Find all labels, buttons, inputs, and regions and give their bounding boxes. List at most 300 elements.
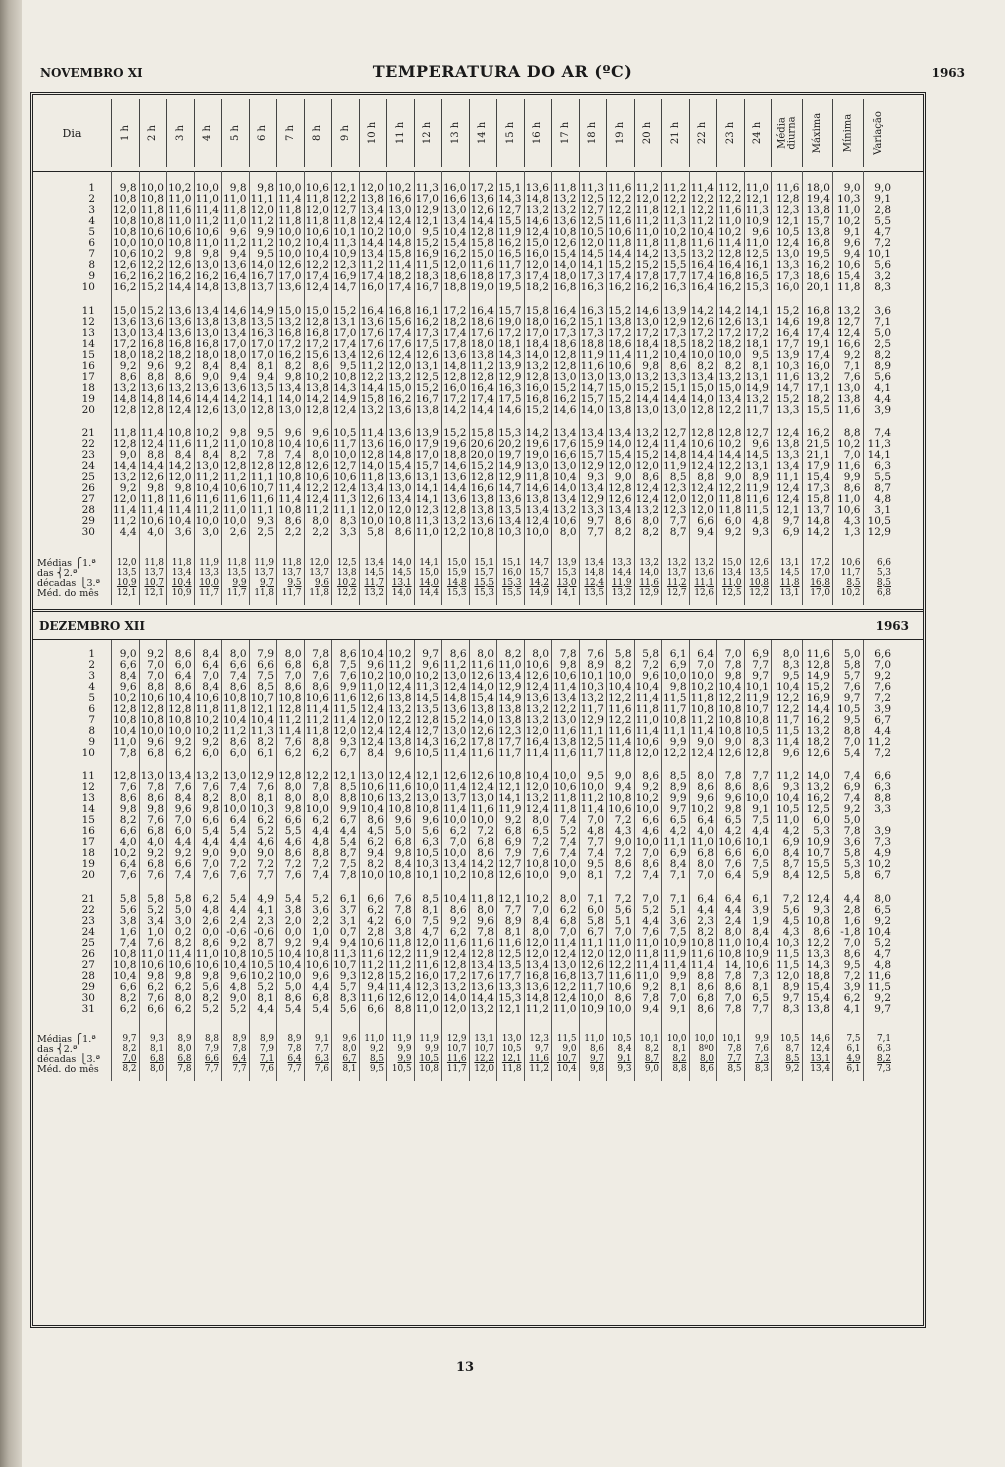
cell-value: 17,2	[470, 182, 494, 194]
cell-value: 7,4	[229, 669, 247, 682]
cell-value: 10,1	[333, 226, 357, 239]
cell-value: 10,0	[745, 792, 769, 805]
cell-value: 7,0	[843, 449, 861, 462]
cell-value: 7,8	[724, 969, 742, 982]
cell-value: 6,2	[559, 903, 577, 916]
column-rule	[863, 640, 864, 1082]
cell-value: 10,8	[388, 803, 412, 816]
means-value: 11,6	[529, 1054, 549, 1065]
cell-value: 11,6	[168, 493, 192, 506]
means-value: 12,2	[336, 587, 357, 598]
cell-value: 7,0	[614, 925, 632, 938]
cell-value: 15,7	[806, 215, 830, 228]
cell-value: 15,2	[635, 259, 659, 272]
cell-value: 12,2	[305, 770, 329, 782]
row-day: 20	[81, 403, 95, 416]
cell-value: 14,1	[867, 449, 891, 462]
cell-value: 4,4	[843, 892, 861, 905]
cell-value: 9,0	[614, 770, 632, 782]
cell-value: 6,2	[367, 903, 384, 916]
cell-value: 6,9	[669, 658, 687, 671]
means-value: 11,7	[840, 567, 861, 578]
cell-value: 10,2	[278, 237, 302, 250]
cell-value: 14,6	[498, 403, 522, 416]
cell-value: 4,5	[367, 825, 384, 838]
cell-value: 18,8	[806, 969, 830, 982]
cell-value: 8,0	[229, 792, 247, 805]
cell-value: 12,5	[580, 215, 604, 228]
means-value: 10,6	[840, 557, 861, 568]
cell-value: 5,0	[843, 814, 861, 827]
cell-value: 13,2	[635, 504, 659, 517]
cell-value: 9,4	[614, 781, 632, 794]
cell-value: 12,8	[690, 403, 714, 416]
cell-value: 17,3	[776, 270, 800, 283]
means-value: 7,7	[287, 1064, 302, 1075]
means-value: 10,2	[840, 587, 861, 598]
cell-value: 9,1	[874, 193, 891, 206]
column-rule	[744, 640, 745, 1082]
cell-value: 13,0	[443, 724, 467, 737]
cell-value: 10,7	[333, 958, 357, 971]
row-day: 9	[88, 735, 95, 748]
cell-value: 13,6	[443, 471, 467, 484]
cell-value: 10,0	[140, 724, 164, 737]
row-day: 29	[81, 980, 95, 993]
cell-value: 12,3	[333, 259, 357, 272]
cell-value: 13,0	[443, 204, 467, 217]
cell-value: 10,4	[776, 792, 800, 805]
cell-value: 15,2	[608, 392, 632, 405]
cell-value: 13,5	[415, 702, 439, 715]
cell-value: 13,8	[806, 1003, 830, 1015]
cell-value: 8,8	[339, 792, 357, 805]
cell-value: 12,4	[837, 326, 861, 339]
cell-value: 8,8	[874, 792, 891, 805]
cell-value: 9,2	[843, 803, 861, 816]
cell-value: 5,2	[202, 1003, 219, 1015]
cell-value: 11,4	[113, 504, 137, 517]
cell-value: 13,4	[553, 493, 577, 506]
cell-value: 9,8	[147, 482, 164, 495]
row-day: 8	[88, 259, 95, 272]
cell-value: 14,0	[470, 680, 494, 693]
cell-value: 11,0	[776, 814, 800, 827]
cell-value: 13,9	[498, 359, 522, 372]
cell-value: 6,5	[724, 814, 742, 827]
cell-value: 15,0	[278, 304, 302, 317]
cell-value: 9,0	[614, 836, 632, 849]
cell-value: 7,4	[843, 770, 861, 782]
cell-value: 16,9	[806, 691, 830, 704]
cell-value: 7,1	[843, 359, 861, 372]
cell-value: 10,6	[608, 803, 632, 816]
cell-value: 7,4	[119, 936, 137, 949]
cell-value: 7,2	[874, 691, 891, 704]
cell-value: 9,6	[229, 226, 247, 239]
cell-value: 6,8	[147, 858, 164, 871]
cell-value: 14,0	[553, 259, 577, 272]
cell-value: 3,9	[874, 403, 891, 416]
cell-value: 19,5	[806, 248, 830, 261]
cell-value: 3,6	[312, 903, 329, 916]
cell-value: 9,4	[229, 248, 247, 261]
cell-value: 4,4	[119, 526, 137, 539]
cell-value: 18,4	[635, 337, 659, 350]
cell-value: 13,4	[360, 482, 384, 495]
means-value: 9,3	[617, 1064, 632, 1075]
cell-value: 11,9	[745, 691, 769, 704]
cell-value: 6,7	[874, 713, 891, 726]
cell-value: 14,4	[140, 460, 164, 473]
cell-value: 10,8	[498, 770, 522, 782]
cell-value: 5,0	[284, 980, 302, 993]
cell-value: 12,4	[553, 991, 577, 1004]
cell-value: 10,0	[580, 991, 604, 1004]
cell-value: 6,7	[874, 869, 891, 882]
cell-value: 17,2	[305, 337, 329, 350]
cell-value: 6,8	[147, 825, 164, 838]
cell-value: 7,7	[587, 836, 604, 849]
cell-value: 9,8	[257, 182, 274, 194]
cell-value: 8,2	[614, 526, 632, 539]
cell-value: 14,4	[635, 392, 659, 405]
column-header-label: 14 h	[477, 121, 489, 145]
cell-value: 14,1	[415, 482, 439, 495]
cell-value: 7,7	[669, 515, 687, 528]
cell-value: 12,0	[690, 493, 714, 506]
cell-value: 10,4	[278, 958, 302, 971]
cell-value: 7,5	[752, 858, 769, 871]
cell-value: 13,8	[470, 348, 494, 361]
means-label: das ⎨2.ª	[37, 567, 78, 579]
cell-value: 19,5	[498, 281, 522, 294]
column-header-label: 15 h	[504, 121, 516, 145]
cell-value: 10,8	[168, 427, 192, 439]
means-value: 7,1	[260, 1054, 274, 1065]
column-rule	[331, 171, 332, 605]
cell-value: 6,6	[119, 658, 137, 671]
cell-value: 12,4	[360, 215, 384, 228]
cell-value: 16,2	[168, 270, 192, 283]
cell-value: 18,6	[608, 337, 632, 350]
cell-value: 7,0	[724, 991, 742, 1004]
cell-value: 6,2	[449, 925, 467, 938]
cell-value: 12,0	[690, 504, 714, 517]
cell-value: 9,6	[367, 658, 384, 671]
cell-value: 10,6	[168, 958, 192, 971]
cell-value: 11,8	[113, 427, 137, 439]
means-value: 8,2	[645, 1044, 659, 1055]
cell-value: 11,7	[580, 746, 604, 759]
cell-value: 13,8	[305, 381, 329, 394]
cell-value: 11,8	[278, 204, 302, 217]
cell-value: 5,8	[614, 647, 632, 660]
cell-value: 17,4	[443, 326, 467, 339]
cell-value: 3,9	[752, 903, 769, 916]
cell-value: 7,0	[697, 869, 714, 882]
means-value: 6,3	[315, 1054, 329, 1065]
cell-value: 14,4	[718, 449, 742, 462]
cell-value: 16,7	[415, 281, 439, 294]
cell-value: 17,4	[806, 326, 830, 339]
cell-value: 7,8	[147, 781, 164, 794]
cell-value: 3,9	[874, 825, 891, 838]
cell-value: 8,1	[504, 925, 522, 938]
cell-value: 12,0	[525, 947, 549, 960]
cell-value: 16,2	[388, 392, 412, 405]
cell-value: 7,0	[843, 936, 861, 949]
cell-value: 11,2	[635, 182, 659, 194]
means-value: 12,4	[584, 577, 604, 588]
cell-value: 9,7	[843, 691, 861, 704]
cell-value: 7,6	[147, 991, 164, 1004]
cell-value: 16,8	[278, 326, 302, 339]
cell-value: 10,6	[305, 438, 329, 451]
cell-value: 8,2	[642, 526, 659, 539]
means-value: 6,4	[287, 1054, 302, 1065]
cell-value: 11,4	[140, 427, 164, 439]
cell-value: 12,4	[360, 724, 384, 737]
cell-value: 15,8	[360, 392, 384, 405]
cell-value: 17,2	[113, 337, 137, 350]
means-value: 7,6	[315, 1064, 329, 1075]
cell-value: 9,2	[174, 847, 192, 860]
cell-value: 15,0	[470, 248, 494, 261]
cell-value: 9,5	[257, 248, 274, 261]
means-value: 6,7	[342, 1054, 357, 1065]
cell-value: 8,0	[284, 792, 302, 805]
cell-value: 11,0	[553, 1003, 577, 1015]
cell-value: 12,0	[168, 471, 192, 484]
cell-value: 17,3	[580, 270, 604, 283]
column-header	[496, 99, 525, 167]
cell-value: 9,4	[312, 936, 329, 949]
column-header-label: 16 h	[532, 121, 544, 145]
cell-value: 7,2	[532, 836, 549, 849]
means-value: 7,3	[877, 1064, 891, 1075]
cell-value: 7,2	[614, 892, 632, 905]
means-value: 13,3	[611, 557, 632, 568]
cell-value: 12,0	[388, 504, 412, 517]
cell-value: 14,4	[470, 403, 494, 416]
cell-value: 8,6	[614, 991, 632, 1004]
cell-value: 13,0	[553, 460, 577, 473]
cell-value: 4,2	[782, 825, 800, 838]
cell-value: 11,6	[745, 493, 769, 506]
means-value: 14,5	[779, 567, 800, 578]
cell-value: 13,8	[470, 493, 494, 506]
cell-value: 16,0	[360, 281, 384, 294]
cell-value: 9,2	[147, 647, 164, 660]
cell-value: 13,2	[806, 724, 830, 737]
cell-value: 8,4	[202, 359, 219, 372]
column-header	[661, 99, 690, 167]
cell-value: 8,6	[697, 781, 714, 794]
cell-value: 8,1	[257, 359, 274, 372]
cell-value: 7,2	[614, 814, 632, 827]
cell-value: 17,2	[745, 326, 769, 339]
cell-value: 12,4	[443, 680, 467, 693]
means-value: 4,9	[846, 1054, 861, 1065]
cell-value: 11,6	[806, 647, 830, 660]
cell-value: 11,4	[525, 746, 549, 759]
cell-value: 18,1	[745, 337, 769, 350]
row-day: 3	[88, 204, 95, 217]
cell-value: 10,0	[553, 770, 577, 782]
cell-value: 2,8	[843, 903, 861, 916]
cell-value: 18,6	[470, 315, 494, 328]
cell-value: 10,4	[305, 237, 329, 250]
cell-value: 7,7	[257, 869, 274, 882]
cell-value: 16,6	[553, 449, 577, 462]
cell-value: 11,3	[867, 438, 891, 451]
cell-value: 8,4	[367, 746, 384, 759]
means-value: 9,7	[260, 577, 274, 588]
cell-value: 2,5	[257, 526, 274, 539]
cell-value: 7,7	[504, 903, 522, 916]
cell-value: 10,8	[553, 226, 577, 239]
cell-value: 12,6	[690, 315, 714, 328]
cell-value: 16,6	[470, 482, 494, 495]
cell-value: 11,8	[305, 193, 329, 206]
cell-value: 10,0	[223, 803, 247, 816]
cell-value: 10,8	[718, 724, 742, 737]
temperature-table	[30, 92, 926, 1328]
cell-value: 4,9	[257, 892, 274, 905]
row-day: 13	[81, 326, 95, 339]
cell-value: 12,6	[806, 746, 830, 759]
cell-value: 6,8	[477, 836, 494, 849]
cell-value: 9,5	[422, 226, 439, 239]
cell-value: 7,6	[229, 869, 247, 882]
cell-value: 10,8	[278, 691, 302, 704]
cell-value: 11,8	[360, 471, 384, 484]
cell-value: 0,0	[284, 925, 302, 938]
cell-value: 13,2	[553, 504, 577, 517]
cell-value: 6,6	[367, 1003, 384, 1015]
cell-value: 10,5	[415, 847, 439, 860]
cell-value: 11,6	[608, 969, 632, 982]
cell-value: 19,6	[525, 438, 549, 451]
column-rule	[634, 640, 635, 1082]
cell-value: 13,4	[168, 770, 192, 782]
cell-value: 12,6	[360, 691, 384, 704]
cell-value: 10,2	[140, 248, 164, 261]
cell-value: 12,1	[776, 504, 800, 517]
means-value: 7,8	[177, 1064, 192, 1075]
cell-value: 10,6	[113, 248, 137, 261]
cell-value: 15,4	[388, 460, 412, 473]
cell-value: 12,9	[498, 370, 522, 383]
cell-value: 10,8	[140, 193, 164, 206]
cell-value: 12,4	[388, 348, 412, 361]
cell-value: 15,1	[580, 315, 604, 328]
cell-value: 6,2	[449, 825, 467, 838]
cell-value: 13,3	[776, 403, 800, 416]
cell-value: 11,6	[553, 724, 577, 737]
cell-value: 11,2	[525, 1003, 549, 1015]
column-header-label: 21 h	[669, 121, 681, 145]
means-value: 8,2	[122, 1064, 137, 1075]
means-label: décadas ⎩3.ª	[37, 1054, 101, 1066]
cell-value: 10,5	[580, 226, 604, 239]
means-value: 9,5	[370, 1064, 384, 1075]
cell-value: 11,6	[553, 746, 577, 759]
means-value: 8º0	[698, 1044, 714, 1055]
cell-value: 10,6	[608, 359, 632, 372]
cell-value: 7,7	[752, 658, 769, 671]
means-value: 8,0	[342, 1044, 357, 1055]
cell-value: 5,2	[257, 980, 274, 993]
cell-value: 7,6	[843, 680, 861, 693]
cell-value: 13,8	[470, 504, 494, 517]
cell-value: 10,9	[806, 836, 830, 849]
cell-value: 7,2	[477, 825, 494, 838]
cell-value: 10,4	[223, 958, 247, 971]
cell-value: 10,0	[415, 781, 439, 794]
cell-value: 7,5	[752, 814, 769, 827]
cell-value: 13,2	[635, 427, 659, 439]
cell-value: 15,8	[470, 237, 494, 250]
cell-value: 7,7	[752, 770, 769, 782]
cell-value: 15,8	[806, 493, 830, 506]
cell-value: 13,2	[635, 370, 659, 383]
cell-value: 12,4	[525, 226, 549, 239]
column-rule	[386, 171, 387, 605]
cell-value: 12,4	[776, 237, 800, 250]
means-value: 11,5	[556, 1034, 577, 1045]
cell-value: 11,7	[580, 980, 604, 993]
cell-value: 13,0	[113, 326, 137, 339]
row-day: 25	[81, 471, 95, 484]
cell-value: 0,0	[202, 925, 219, 938]
cell-value: 7,9	[504, 847, 522, 860]
cell-value: 11,6	[443, 936, 467, 949]
cell-value: 16,0	[443, 381, 467, 394]
cell-value: 6,5	[752, 991, 769, 1004]
cell-value: 16,9	[333, 270, 357, 283]
cell-value: 4,8	[587, 825, 604, 838]
cell-value: 8,5	[422, 892, 439, 905]
cell-value: 9,6	[642, 669, 659, 682]
cell-value: 4,9	[874, 847, 891, 860]
cell-value: 13,1	[415, 359, 439, 372]
cell-value: 4,4	[202, 836, 219, 849]
cell-value: -0,6	[226, 925, 247, 938]
cell-value: 6,6	[119, 825, 137, 838]
cell-value: 17,4	[388, 281, 412, 294]
cell-value: 12,4	[690, 746, 714, 759]
column-rule	[304, 640, 305, 1082]
cell-value: 14,2	[718, 304, 742, 317]
cell-value: 9,0	[614, 471, 632, 484]
cell-value: 17,5	[498, 392, 522, 405]
cell-value: 8,6	[367, 814, 384, 827]
cell-value: 17,4	[608, 270, 632, 283]
means-value: 15,5	[501, 587, 522, 598]
cell-value: 13,2	[806, 781, 830, 794]
cell-value: 10,0	[195, 182, 219, 194]
cell-value: 11,2	[635, 215, 659, 228]
means-value: 8,2	[672, 1054, 687, 1065]
cell-value: 9,2	[119, 482, 137, 495]
means-value: 15,3	[501, 577, 522, 588]
cell-value: 7,0	[874, 658, 891, 671]
cell-value: 15,4	[806, 980, 830, 993]
cell-value: 13,8	[388, 691, 412, 704]
cell-value: 12,6	[580, 958, 604, 971]
